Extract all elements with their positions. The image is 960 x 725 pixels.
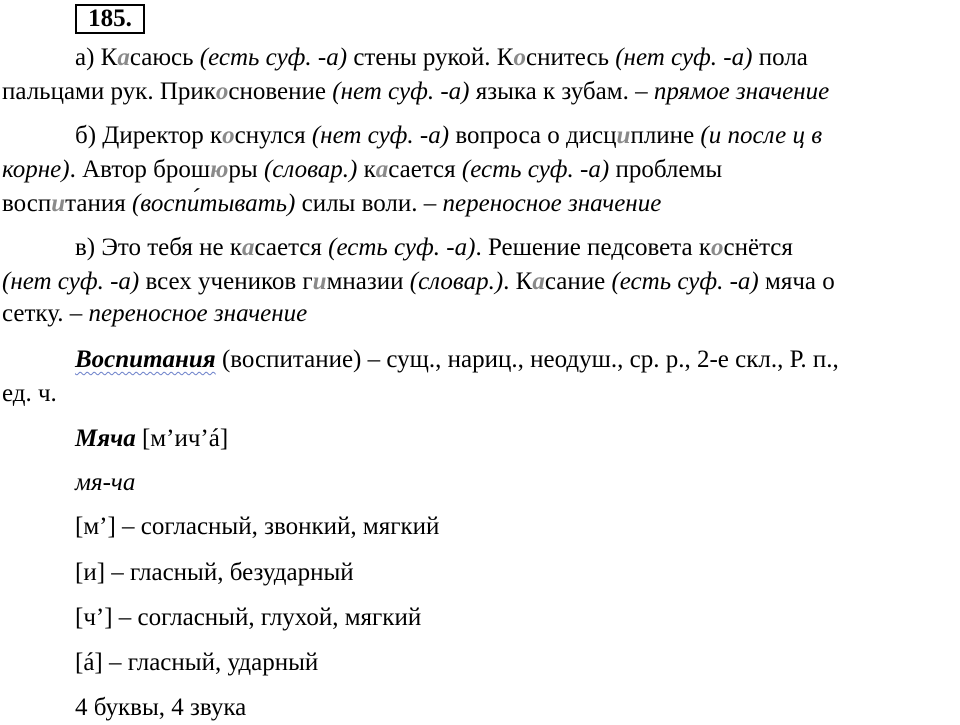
text: в) Это тебя не к (75, 234, 242, 261)
paragraph-c-line-2 (2, 267, 835, 297)
text: проблемы (609, 156, 723, 183)
sound-item: [и] – гласный, безударный (75, 559, 354, 586)
highlighted-letter: и (312, 268, 327, 295)
text: . К (503, 268, 533, 295)
italic-note: (воспи́тывать) (131, 190, 296, 217)
paragraph-b-line-3 (2, 189, 661, 219)
text: плине (630, 122, 701, 149)
meaning-note: – переносное значение (423, 190, 662, 217)
text: всех учеников г (139, 268, 313, 295)
sound-item: [м’] – согласный, звонкий, мягкий (75, 513, 440, 540)
analyzed-word: Воспитания (75, 346, 216, 373)
italic-note: корне) (2, 156, 70, 183)
text: сается (254, 234, 329, 261)
paragraph-c-line-3 (2, 299, 307, 329)
paragraph-b-line-2 (2, 155, 722, 185)
meaning-note: – прямое значение (635, 78, 830, 105)
highlighted-letter: и (616, 122, 631, 149)
highlighted-letter: а (241, 234, 255, 261)
text: а) К (75, 44, 118, 71)
italic-note: (есть суф. -а) (461, 156, 610, 183)
phonetic-word: Мяча (75, 425, 136, 452)
text: ры (228, 156, 264, 183)
exercise-number: 185. (75, 4, 145, 34)
meaning-note: – переносное значение (69, 300, 308, 327)
text: . Решение педсовета к (475, 234, 711, 261)
paragraph-a-line-2 (2, 77, 829, 107)
text: саюсь (129, 44, 200, 71)
text: тания (65, 190, 132, 217)
highlighted-letter: а (375, 156, 389, 183)
text: пальцами рук. Прик (2, 78, 216, 105)
text: сается (388, 156, 462, 183)
text: восп (2, 190, 52, 217)
text: сание (544, 268, 612, 295)
text: языка к зубам. (469, 78, 636, 105)
highlighted-letter: и (51, 190, 66, 217)
italic-note: (нет суф. -а) (311, 122, 450, 149)
text: сетку. (2, 300, 70, 327)
text: . Автор брош (69, 156, 211, 183)
text: снитесь (525, 44, 616, 71)
italic-note: (есть суф. -а) (611, 268, 759, 295)
paragraph-a-line-1 (75, 43, 808, 73)
sound-item: [á] – гласный, ударный (75, 649, 319, 676)
highlighted-letter: о (215, 78, 229, 105)
text: к (357, 156, 376, 183)
highlighted-letter: ю (210, 156, 229, 183)
highlighted-letter: о (222, 122, 235, 149)
italic-note: (нет суф. -а) (615, 44, 753, 71)
italic-note: (есть суф. -а) (328, 234, 476, 261)
paragraph-c-line-1 (75, 233, 793, 263)
text: пола (752, 44, 808, 71)
sound-item: [ч’] – согласный, глухой, мягкий (75, 604, 422, 631)
highlighted-letter: а (117, 44, 130, 71)
text: мназии (326, 268, 410, 295)
transcription: [м’ич’á] (135, 425, 229, 452)
morph-features: (воспитание) – сущ., нариц., неодуш., ср. р., 2-е скл., Р. п., (215, 346, 839, 373)
letters-sounds-summary: 4 буквы, 4 звука (75, 694, 247, 721)
text: снётся (723, 234, 793, 261)
highlighted-letter: а (532, 268, 545, 295)
italic-note: (словар.) (263, 156, 358, 183)
text: сновение (228, 78, 333, 105)
text: б) Директор к (75, 122, 223, 149)
phonetic-heading (75, 424, 228, 454)
morph-analysis-line-2 (2, 379, 57, 409)
paragraph-b-line-1 (75, 121, 822, 151)
text: вопроса о дисц (449, 122, 617, 149)
morph-analysis-line-1 (75, 345, 839, 375)
text: силы воли. (295, 190, 424, 217)
text: стены рукой. К (347, 44, 514, 71)
italic-note: (и после ц в (700, 122, 823, 149)
highlighted-letter: о (711, 234, 724, 261)
italic-note: (нет суф. -а) (332, 78, 470, 105)
italic-note: (словар.) (409, 268, 504, 295)
highlighted-letter: о (513, 44, 526, 71)
syllables: мя-ча (75, 469, 136, 496)
text: снулся (234, 122, 312, 149)
italic-note: (нет суф. -а) (2, 268, 140, 295)
italic-note: (есть суф. -а) (199, 44, 348, 71)
morph-features-cont: ед. ч. (2, 380, 57, 407)
text: мяча о (758, 268, 835, 295)
